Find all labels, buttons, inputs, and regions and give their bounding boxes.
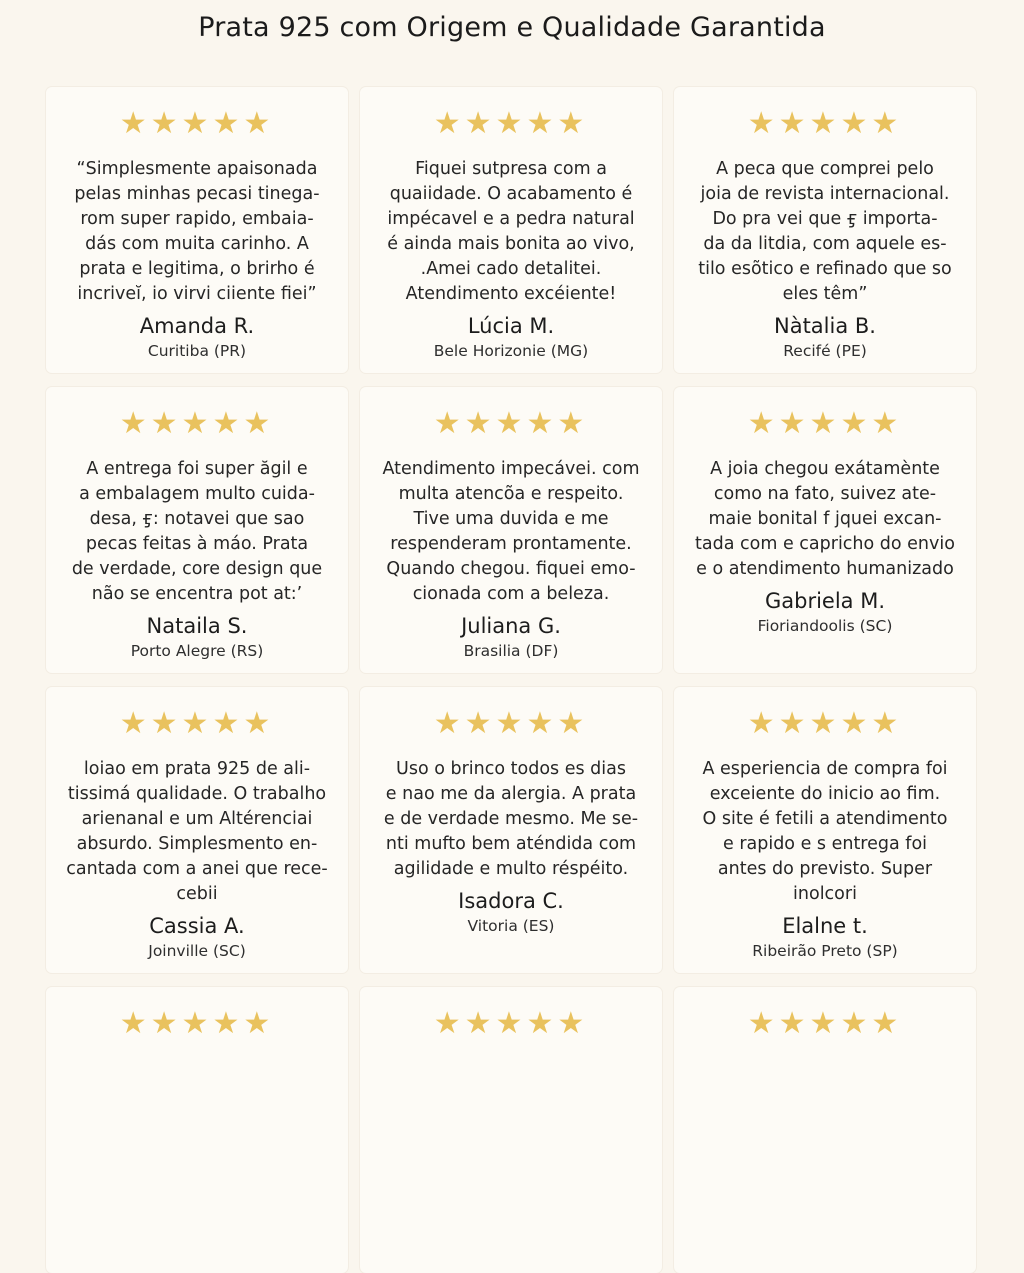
reviewer-city: Fioriandoolis (SC) (757, 617, 893, 635)
star-icon: ★ (212, 106, 244, 141)
review-quote: “Simplesmente apaisonada pelas minhas pecasi tinega- rom super rapido, embaia- dás com muita carinho. A prata e legitima, o brirho é incriveĭ, io virvi ciiente fiei” (74, 159, 320, 304)
star-icon: ★ (243, 106, 275, 141)
review-quote: A entrega foi super ăgil e a embalagem multo cuida- desa, ӻ: notavei que sao pecas feitas à máo. Prata de verdade, core design que não se encentra pot at:’ (71, 459, 323, 604)
review-card (46, 987, 348, 1273)
reviewer-name: Gabriela M. (764, 589, 886, 613)
star-icon: ★ (809, 406, 841, 441)
review-card (360, 687, 662, 973)
star-icon: ★ (840, 706, 872, 741)
reviewer-city: Ribeirão Preto (SP) (752, 942, 898, 960)
star-icon: ★ (119, 106, 151, 141)
star-icon: ★ (778, 106, 810, 141)
review-quote: A peca que comprei pelo joia de revista internacional. Do pra vei que ӻ importa- da da litdia, com aquele es- tilo esõtico e refinado que so eles têm” (698, 159, 952, 304)
star-icon: ★ (871, 1006, 903, 1041)
star-rating (54, 406, 340, 441)
reviewer-name: Amanda R. (139, 314, 255, 338)
star-icon: ★ (181, 706, 213, 741)
review-card (360, 987, 662, 1273)
reviewer-name: Elalne t. (782, 914, 868, 938)
star-icon: ★ (747, 706, 779, 741)
star-rating (368, 406, 654, 441)
star-icon: ★ (464, 106, 496, 141)
star-icon: ★ (464, 1006, 496, 1041)
star-icon: ★ (809, 106, 841, 141)
star-icon: ★ (871, 406, 903, 441)
star-rating (54, 706, 340, 741)
star-rating (682, 1006, 968, 1041)
review-card (674, 387, 976, 673)
reviewer-city: Brasilia (DF) (463, 642, 559, 660)
reviewer-name: Juliana G. (461, 614, 561, 638)
star-icon: ★ (557, 406, 589, 441)
reviewer-city: Curitiba (PR) (147, 342, 247, 360)
star-icon: ★ (464, 706, 496, 741)
reviewer-city: Bele Horizonie (MG) (433, 342, 589, 360)
star-rating (54, 106, 340, 141)
star-icon: ★ (464, 406, 496, 441)
star-icon: ★ (778, 1006, 810, 1041)
review-quote: Uso o brinco todos es dias e nao me da alergia. A prata e de verdade mesmo. Me se- nti mufto bem aténdida com agilidade e multo réspéito. (383, 759, 639, 879)
star-rating (54, 1006, 340, 1041)
review-quote: loiao em prata 925 de ali- tissimá qualidade. O trabalho arienanal e um Altérenciai absurdo. Simplesmento en- cantada com a anei que rece- cebii (66, 759, 328, 904)
star-icon: ★ (495, 1006, 527, 1041)
star-icon: ★ (181, 1006, 213, 1041)
star-icon: ★ (747, 1006, 779, 1041)
star-icon: ★ (212, 706, 244, 741)
star-icon: ★ (557, 1006, 589, 1041)
page-title: Prata 925 com Origem e Qualidade Garantida (198, 12, 826, 43)
review-quote: Atendimento impecávei. com multa atencõa e respeito. Tive uma duvida e me respenderam prontamente. Quando chegou. fiquei emo- cionada com a beleza. (382, 459, 640, 604)
review-card (674, 87, 976, 373)
review-card (360, 387, 662, 673)
star-icon: ★ (495, 406, 527, 441)
reviewer-name: Isadora C. (458, 889, 564, 913)
star-icon: ★ (243, 406, 275, 441)
star-icon: ★ (119, 706, 151, 741)
star-icon: ★ (433, 1006, 465, 1041)
star-rating (368, 1006, 654, 1041)
star-icon: ★ (243, 1006, 275, 1041)
star-icon: ★ (495, 706, 527, 741)
star-icon: ★ (778, 406, 810, 441)
star-rating (682, 406, 968, 441)
reviewer-name: Cassia A. (149, 914, 245, 938)
star-icon: ★ (119, 1006, 151, 1041)
star-rating (682, 106, 968, 141)
review-card (46, 87, 348, 373)
star-icon: ★ (150, 406, 182, 441)
review-card (674, 687, 976, 973)
review-quote: A esperiencia de compra foi exceiente do inicio ao fim. O site é fetili a atendimento e rapido e s entrega foi antes do previsto. Super inolcori (702, 759, 948, 904)
star-icon: ★ (212, 1006, 244, 1041)
star-icon: ★ (526, 106, 558, 141)
review-quote: Fiquei sutpresa com a quaiidade. O acabamento é impécavel e a pedra natural é ainda mais bonita ao vivo, .Amei cado detalitei. Atendimento excéiente! (387, 159, 635, 304)
star-icon: ★ (433, 106, 465, 141)
star-icon: ★ (150, 106, 182, 141)
star-icon: ★ (557, 706, 589, 741)
star-icon: ★ (747, 406, 779, 441)
reviewer-name: Nataila S. (146, 614, 248, 638)
star-icon: ★ (526, 406, 558, 441)
review-card (46, 387, 348, 673)
star-icon: ★ (212, 406, 244, 441)
star-icon: ★ (495, 106, 527, 141)
star-icon: ★ (840, 106, 872, 141)
review-quote: A joia chegou exátamènte como na fato, suivez ate- maie bonital f jquei excan- tada com e capricho do envio e o atendimento humanizado (695, 459, 955, 579)
star-rating (368, 106, 654, 141)
reviewer-city: Joinville (SC) (148, 942, 246, 960)
star-icon: ★ (778, 706, 810, 741)
star-icon: ★ (119, 406, 151, 441)
reviewer-city: Vitoria (ES) (467, 917, 555, 935)
star-icon: ★ (181, 406, 213, 441)
star-rating (368, 706, 654, 741)
star-icon: ★ (871, 106, 903, 141)
star-icon: ★ (557, 106, 589, 141)
star-icon: ★ (526, 1006, 558, 1041)
review-card (360, 87, 662, 373)
reviews-grid (46, 87, 976, 1273)
star-icon: ★ (150, 706, 182, 741)
star-icon: ★ (433, 406, 465, 441)
star-icon: ★ (433, 706, 465, 741)
star-icon: ★ (871, 706, 903, 741)
review-card (674, 987, 976, 1273)
star-icon: ★ (747, 106, 779, 141)
reviewer-city: Porto Alegre (RS) (130, 642, 264, 660)
star-icon: ★ (526, 706, 558, 741)
star-icon: ★ (150, 1006, 182, 1041)
star-icon: ★ (243, 706, 275, 741)
star-icon: ★ (181, 106, 213, 141)
review-card (46, 687, 348, 973)
reviewer-name: Nàtalia B. (774, 314, 876, 338)
star-icon: ★ (840, 406, 872, 441)
star-icon: ★ (809, 1006, 841, 1041)
star-icon: ★ (840, 1006, 872, 1041)
reviewer-name: Lúcia M. (467, 314, 555, 338)
reviewer-city: Recifé (PE) (783, 342, 867, 360)
star-rating (682, 706, 968, 741)
star-icon: ★ (809, 706, 841, 741)
